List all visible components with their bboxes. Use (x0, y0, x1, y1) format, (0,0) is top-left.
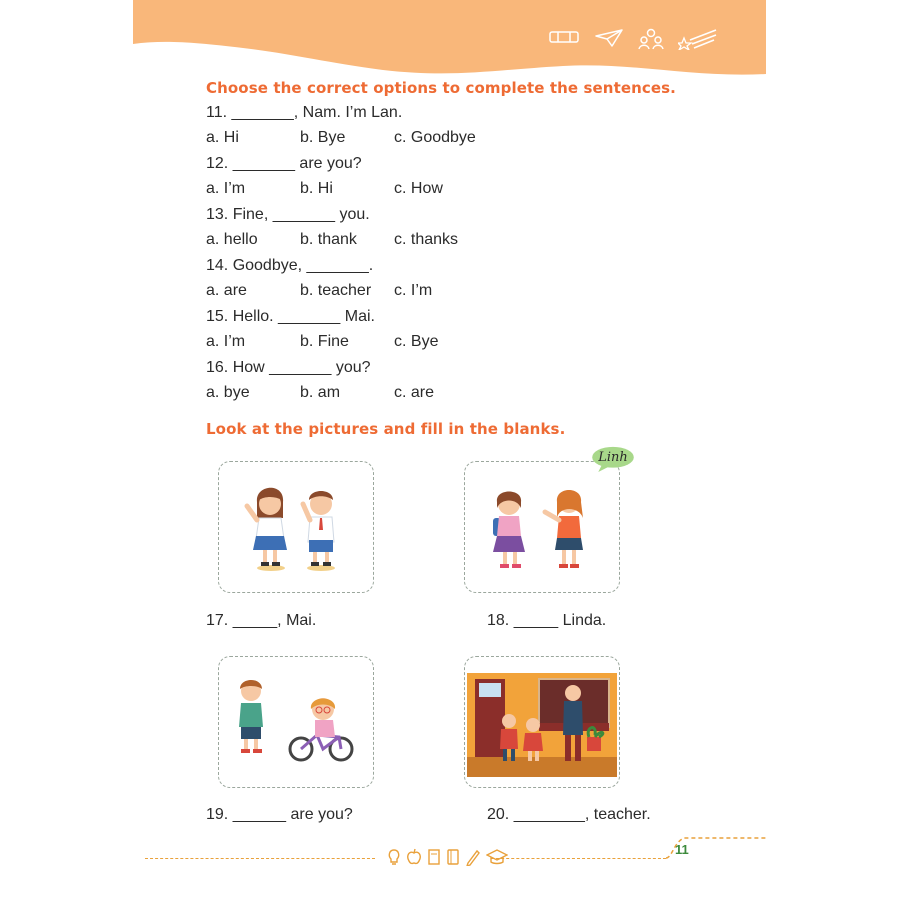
classroom-teacher-illustration (465, 657, 619, 787)
option-a: a. bye (206, 384, 250, 401)
introduction-kids-illustration (465, 462, 619, 592)
option-b: b. Fine (300, 333, 349, 350)
people-icon (638, 28, 664, 50)
tube-icon (548, 28, 580, 46)
question-14: 14. Goodbye, _______. (206, 257, 374, 274)
option-a: a. Hi (206, 129, 239, 146)
answer-20: 20. ________, teacher. (487, 806, 651, 823)
picture-card-17 (218, 461, 374, 593)
picture-card-20 (464, 656, 620, 788)
option-b: b. Hi (300, 180, 333, 197)
question-13: 13. Fine, _______ you. (206, 206, 370, 223)
footer-dashed-line-right (491, 858, 666, 859)
worksheet-page (133, 0, 766, 900)
option-c: c. I’m (394, 282, 433, 299)
paper-plane-icon (594, 28, 624, 48)
answer-19: 19. ______ are you? (206, 806, 353, 823)
option-b: b. teacher (300, 282, 372, 299)
notebook-icon (446, 848, 460, 866)
lightbulb-icon (387, 848, 401, 866)
option-c: c. are (394, 384, 435, 401)
option-b: b. Bye (300, 129, 346, 146)
greeting-kids-illustration (219, 462, 373, 592)
shooting-star-icon (678, 28, 718, 50)
header-icons (548, 28, 718, 50)
footer-icons (387, 848, 508, 866)
speech-bubble-text: Linh (598, 450, 628, 465)
picture-card-19 (218, 656, 374, 788)
option-a: a. I’m (206, 333, 246, 350)
option-a: a. are (206, 282, 247, 299)
section2-heading: Look at the pictures and fill in the blanks. (206, 420, 566, 438)
footer-dashed-line-left (145, 858, 375, 859)
option-c: c. How (394, 180, 443, 197)
boy-and-cyclist-illustration (219, 657, 373, 787)
question-16: 16. How _______ you? (206, 359, 371, 376)
question-15: 15. Hello. _______ Mai. (206, 308, 375, 325)
option-b: b. thank (300, 231, 357, 248)
page-number: 11 (675, 842, 689, 857)
answer-17: 17. _____, Mai. (206, 612, 317, 629)
apple-icon (406, 848, 422, 866)
option-b: b. am (300, 384, 341, 401)
graduation-cap-icon (486, 848, 508, 866)
option-a: a. hello (206, 231, 258, 248)
option-c: c. Goodbye (394, 129, 476, 146)
question-11: 11. _______, Nam. I’m Lan. (206, 104, 403, 121)
book-icon (427, 848, 441, 866)
answer-18: 18. _____ Linda. (487, 612, 607, 629)
pencil-icon (465, 848, 481, 866)
question-12: 12. _______ are you? (206, 155, 362, 172)
picture-card-18 (464, 461, 620, 593)
option-c: c. Bye (394, 333, 439, 350)
section1-heading: Choose the correct options to complete the sentences. (206, 79, 676, 97)
option-c: c. thanks (394, 231, 459, 248)
option-a: a. I’m (206, 180, 246, 197)
